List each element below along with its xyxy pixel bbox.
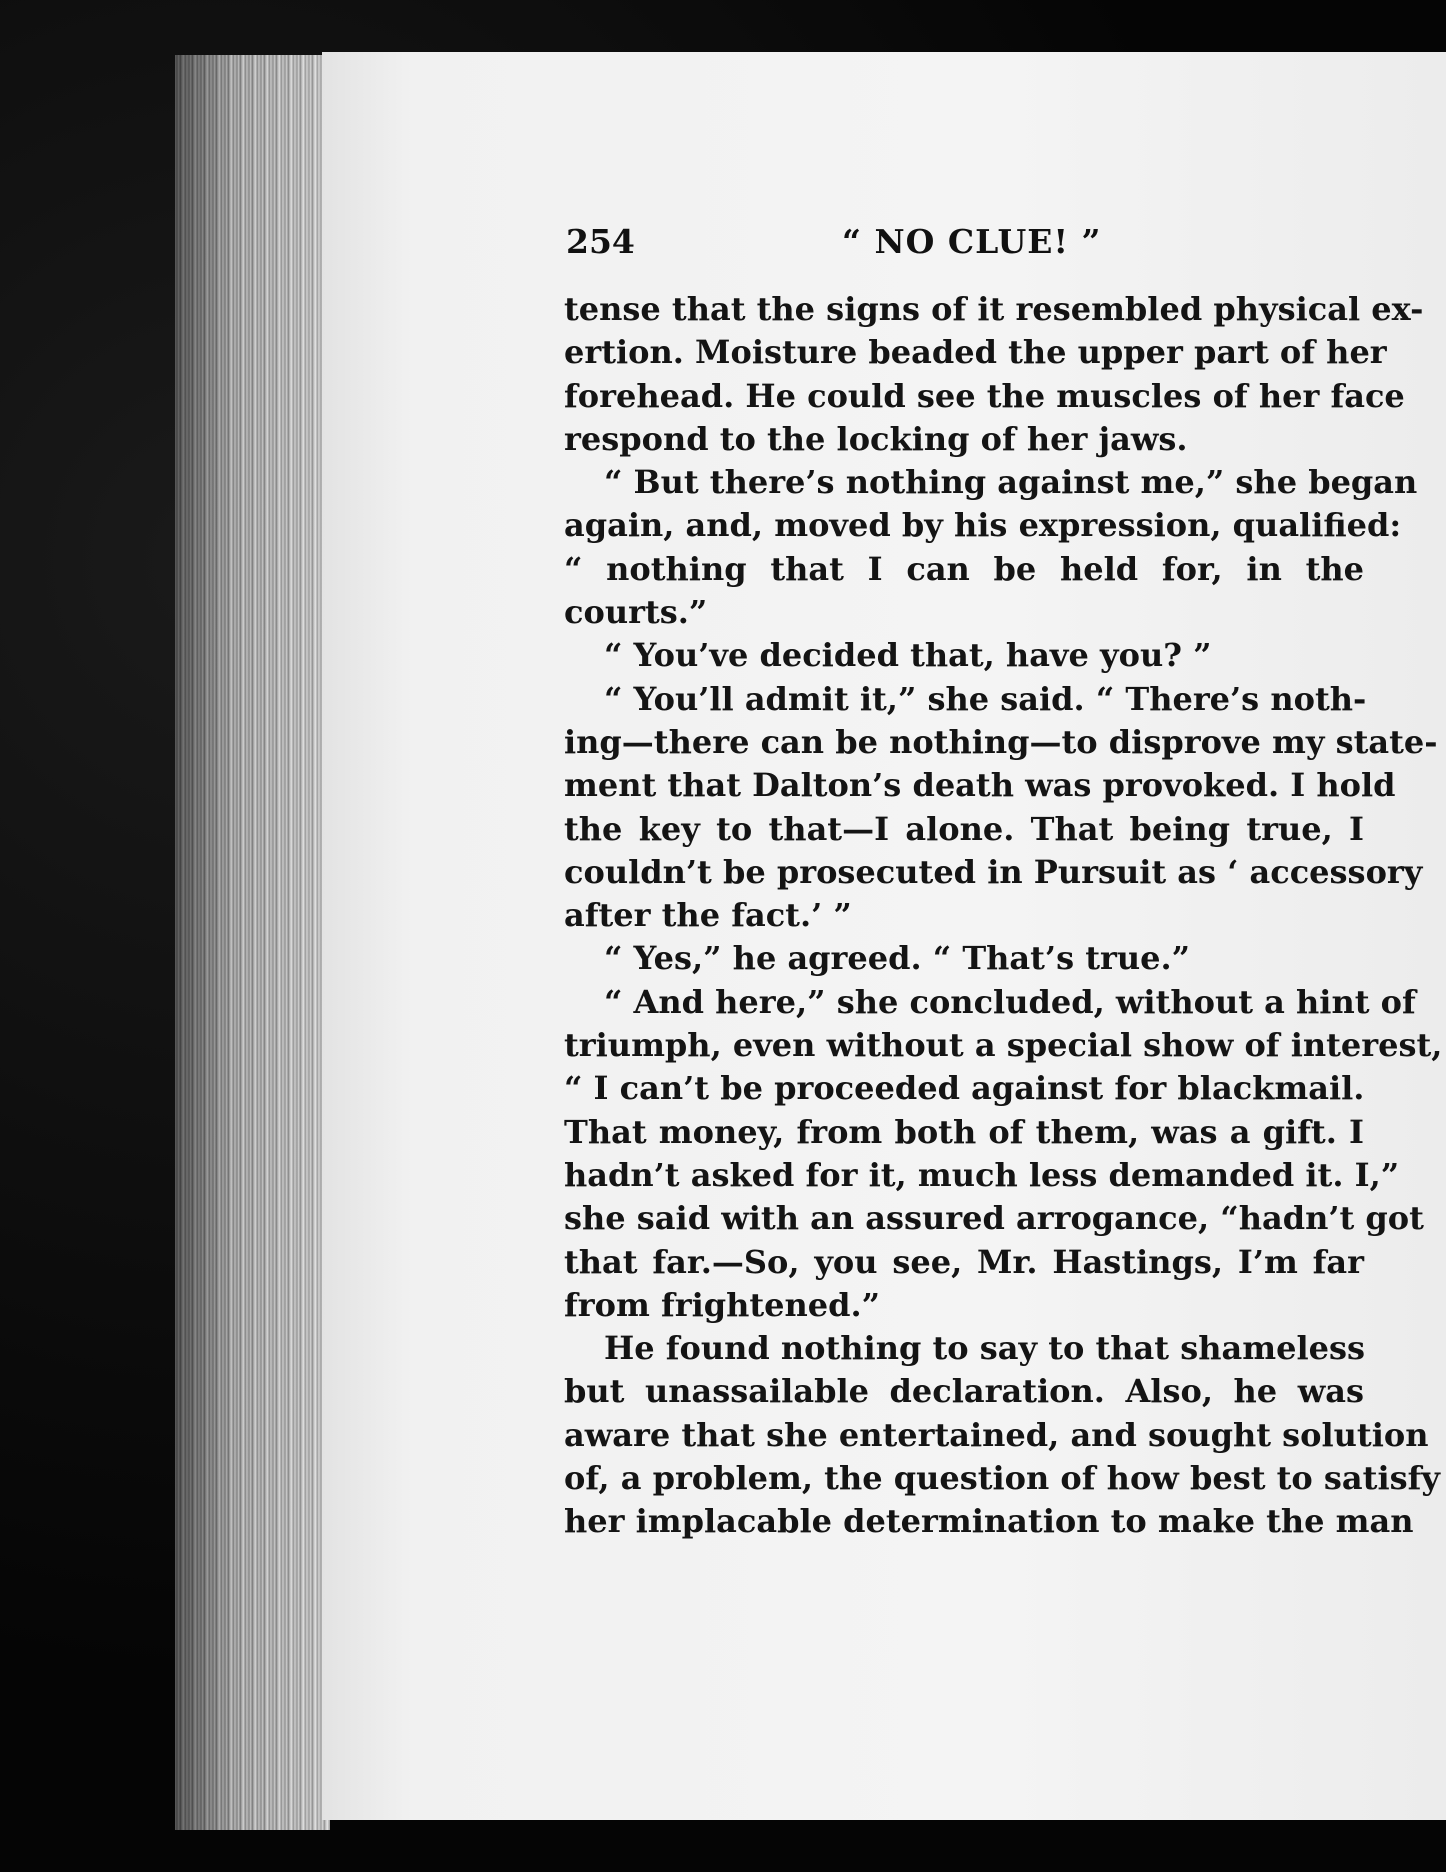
text-line: but unassailable declaration. Also, he was (564, 1372, 1364, 1411)
text-line: the key to that—I alone. That being true, I (564, 809, 1364, 848)
text-line: her implacable determination to make the man (564, 1502, 1414, 1541)
text-line: That money, from both of them, was a gift. I (564, 1112, 1364, 1151)
text-line: couldn’t be prosecuted in Pursuit as ‘ accessory (564, 852, 1423, 891)
text-line: tense that the signs of it resembled physical ex- (564, 290, 1424, 328)
text-line: “ I can’t be proceeded against for blackmail. (564, 1069, 1365, 1108)
text-line: of, a problem, the question of how best to satisfy (564, 1459, 1440, 1498)
text-line: after the fact.’ ” (564, 896, 852, 935)
page-number: 254 (566, 222, 635, 261)
text-line: she said with an assured arrogance, “hadn’t got (564, 1199, 1424, 1238)
running-head (566, 222, 1366, 262)
text-line: ertion. Moisture beaded the upper part of her (564, 333, 1387, 372)
text-line: “ And here,” she concluded, without a hint of (604, 982, 1416, 1021)
text-line: ing—there can be nothing—to disprove my state- (564, 722, 1438, 761)
text-line: courts.” (564, 593, 708, 632)
text-line: “ Yes,” he agreed. “ That’s true.” (604, 939, 1191, 978)
text-line: aware that she entertained, and sought solution (564, 1415, 1429, 1454)
text-line: that far.—So, you see, Mr. Hastings, I’m far (564, 1242, 1364, 1281)
text-line: “ But there’s nothing against me,” she began (604, 463, 1418, 502)
text-line: from frightened.” (564, 1285, 881, 1324)
text-line: “ You’ve decided that, have you? ” (604, 636, 1212, 675)
text-line: “ nothing that I can be held for, in the (564, 549, 1364, 588)
text-line: He found nothing to say to that shameless (604, 1329, 1365, 1368)
text-line: forehead. He could see the muscles of her face (564, 376, 1405, 415)
text-line: again, and, moved by his expression, qualified: (564, 506, 1402, 545)
text-line: triumph, even without a special show of interest, (564, 1026, 1443, 1065)
text-line: respond to the locking of her jaws. (564, 419, 1188, 458)
text-line: hadn’t asked for it, much less demanded it. I,” (564, 1155, 1400, 1194)
body-text (564, 288, 1443, 1544)
text-line: ment that Dalton’s death was provoked. I hold (564, 766, 1396, 805)
text-line: “ You’ll admit it,” she said. “ There’s noth- (604, 679, 1367, 718)
chapter-title: “ NO CLUE! ” (842, 222, 1102, 261)
page-edges-shadow (175, 55, 330, 1830)
